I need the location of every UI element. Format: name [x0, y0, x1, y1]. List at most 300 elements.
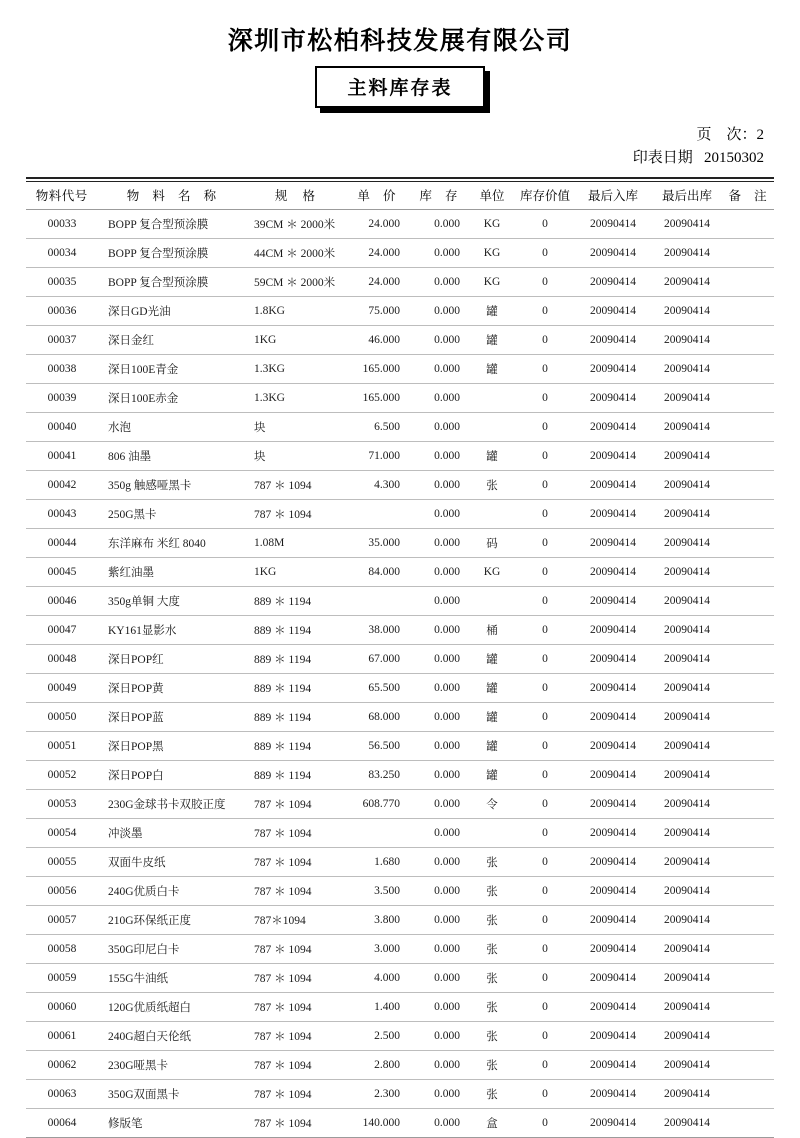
specification-cell: 787 ＊ 1094 [250, 818, 346, 847]
specification-cell: 块 [250, 441, 346, 470]
unit-cell [470, 383, 514, 412]
material-code-cell: 00038 [26, 354, 98, 383]
material-name-cell: 210G环保纸正度 [98, 905, 250, 934]
stock-value-cell: 0 [514, 354, 576, 383]
last-in-date-cell: 20090414 [576, 789, 650, 818]
unit-price-cell: 67.000 [346, 644, 412, 673]
specification-cell: 787 ＊ 1094 [250, 876, 346, 905]
last-out-date-cell: 20090414 [650, 267, 724, 296]
material-name-cell: KY161显影水 [98, 615, 250, 644]
specification-cell: 889 ＊ 1194 [250, 760, 346, 789]
note-cell [724, 528, 774, 557]
stock-quantity-cell: 0.000 [412, 499, 470, 528]
note-cell [724, 673, 774, 702]
unit-price-cell: 1.400 [346, 992, 412, 1021]
unit-cell: 令 [470, 789, 514, 818]
specification-cell: 787 ＊ 1094 [250, 847, 346, 876]
material-name-cell: 230G金球书卡双胶正度 [98, 789, 250, 818]
table-row [26, 383, 774, 412]
table-row [26, 1108, 774, 1137]
stock-quantity-cell: 0.000 [412, 1021, 470, 1050]
note-cell [724, 586, 774, 615]
last-in-date-cell: 20090414 [576, 963, 650, 992]
specification-cell: 889 ＊ 1194 [250, 731, 346, 760]
material-code-cell: 00033 [26, 209, 98, 238]
note-cell [724, 354, 774, 383]
stock-quantity-cell: 0.000 [412, 934, 470, 963]
material-name-cell: 紫红油墨 [98, 557, 250, 586]
unit-price-cell: 24.000 [346, 267, 412, 296]
material-name-cell: 120G优质纸超白 [98, 992, 250, 1021]
material-code-cell: 00041 [26, 441, 98, 470]
specification-cell: 787 ＊ 1094 [250, 1079, 346, 1108]
note-cell [724, 1050, 774, 1079]
unit-price-cell: 1.680 [346, 847, 412, 876]
note-cell [724, 818, 774, 847]
table-row [26, 1079, 774, 1108]
last-out-date-cell: 20090414 [650, 383, 724, 412]
material-name-cell: 350G双面黑卡 [98, 1079, 250, 1108]
stock-value-cell: 0 [514, 673, 576, 702]
material-name-cell: 深日POP红 [98, 644, 250, 673]
material-name-cell: 深日POP黄 [98, 673, 250, 702]
unit-cell: 张 [470, 470, 514, 499]
stock-quantity-cell: 0.000 [412, 528, 470, 557]
stock-quantity-cell: 0.000 [412, 644, 470, 673]
material-name-cell: 深日POP黑 [98, 731, 250, 760]
stock-value-cell: 0 [514, 963, 576, 992]
unit-cell: 罐 [470, 702, 514, 731]
last-in-date-cell: 20090414 [576, 238, 650, 267]
unit-cell: KG [470, 238, 514, 267]
last-out-date-cell: 20090414 [650, 1079, 724, 1108]
stock-value-cell: 0 [514, 296, 576, 325]
note-cell [724, 963, 774, 992]
stock-quantity-cell: 0.000 [412, 470, 470, 499]
table-row [26, 644, 774, 673]
material-code-cell: 00035 [26, 267, 98, 296]
unit-cell: 罐 [470, 354, 514, 383]
material-name-cell: 深日100E赤金 [98, 383, 250, 412]
table-row [26, 876, 774, 905]
last-in-date-cell: 20090414 [576, 441, 650, 470]
material-code-cell: 00057 [26, 905, 98, 934]
material-code-cell: 00062 [26, 1050, 98, 1079]
last-in-date-cell: 20090414 [576, 760, 650, 789]
note-cell [724, 847, 774, 876]
last-in-date-cell: 20090414 [576, 412, 650, 441]
note-cell [724, 1108, 774, 1137]
table-row [26, 325, 774, 354]
page-number-line [0, 124, 764, 147]
material-name-cell: 240G超白天伦纸 [98, 1021, 250, 1050]
note-cell [724, 412, 774, 441]
specification-cell: 889 ＊ 1194 [250, 644, 346, 673]
note-cell [724, 934, 774, 963]
material-code-cell: 00053 [26, 789, 98, 818]
material-name-cell: 250G黑卡 [98, 499, 250, 528]
material-name-cell: BOPP 复合型预涂膜 [98, 267, 250, 296]
unit-price-cell [346, 499, 412, 528]
stock-quantity-cell: 0.000 [412, 992, 470, 1021]
material-code-cell: 00061 [26, 1021, 98, 1050]
last-in-date-cell: 20090414 [576, 818, 650, 847]
column-header-note: 备 注 [724, 181, 774, 209]
last-out-date-cell: 20090414 [650, 644, 724, 673]
last-in-date-cell: 20090414 [576, 876, 650, 905]
note-cell [724, 905, 774, 934]
table-row [26, 963, 774, 992]
unit-price-cell: 3.000 [346, 934, 412, 963]
table-row [26, 354, 774, 383]
note-cell [724, 615, 774, 644]
stock-quantity-cell: 0.000 [412, 731, 470, 760]
table-row [26, 1021, 774, 1050]
specification-cell: 1.8KG [250, 296, 346, 325]
last-in-date-cell: 20090414 [576, 1021, 650, 1050]
material-code-cell: 00047 [26, 615, 98, 644]
material-code-cell: 00055 [26, 847, 98, 876]
column-header-value: 库存价值 [514, 181, 576, 209]
stock-quantity-cell: 0.000 [412, 876, 470, 905]
stock-quantity-cell: 0.000 [412, 847, 470, 876]
stock-quantity-cell: 0.000 [412, 209, 470, 238]
stock-quantity-cell: 0.000 [412, 760, 470, 789]
last-out-date-cell: 20090414 [650, 905, 724, 934]
print-date-label: 印表日期 [632, 150, 693, 167]
stock-quantity-cell: 0.000 [412, 1050, 470, 1079]
document-header [0, 0, 800, 108]
unit-cell: KG [470, 267, 514, 296]
note-cell [724, 499, 774, 528]
table-header-row [26, 181, 774, 209]
note-cell [724, 789, 774, 818]
stock-quantity-cell: 0.000 [412, 325, 470, 354]
unit-cell: 盒 [470, 1108, 514, 1137]
unit-price-cell: 2.500 [346, 1021, 412, 1050]
stock-quantity-cell: 0.000 [412, 586, 470, 615]
specification-cell: 59CM ＊ 2000米 [250, 267, 346, 296]
specification-cell: 787 ＊ 1094 [250, 992, 346, 1021]
stock-value-cell: 0 [514, 238, 576, 267]
unit-price-cell: 35.000 [346, 528, 412, 557]
unit-price-cell: 4.300 [346, 470, 412, 499]
specification-cell: 787 ＊ 1094 [250, 1108, 346, 1137]
material-code-cell: 00060 [26, 992, 98, 1021]
table-row [26, 702, 774, 731]
note-cell [724, 296, 774, 325]
stock-value-cell: 0 [514, 499, 576, 528]
stock-quantity-cell: 0.000 [412, 789, 470, 818]
report-title-box: 主料库存表 [315, 66, 484, 108]
last-out-date-cell: 20090414 [650, 586, 724, 615]
unit-cell: 罐 [470, 760, 514, 789]
material-code-cell: 00050 [26, 702, 98, 731]
last-in-date-cell: 20090414 [576, 1050, 650, 1079]
last-out-date-cell: 20090414 [650, 557, 724, 586]
last-out-date-cell: 20090414 [650, 673, 724, 702]
column-header-last-out: 最后出库 [650, 181, 724, 209]
stock-value-cell: 0 [514, 644, 576, 673]
table-row [26, 296, 774, 325]
material-name-cell: 240G优质白卡 [98, 876, 250, 905]
unit-price-cell: 165.000 [346, 383, 412, 412]
note-cell [724, 760, 774, 789]
note-cell [724, 325, 774, 354]
last-out-date-cell: 20090414 [650, 731, 724, 760]
stock-quantity-cell: 0.000 [412, 1079, 470, 1108]
column-header-stock: 库 存 [412, 181, 470, 209]
stock-quantity-cell: 0.000 [412, 238, 470, 267]
last-in-date-cell: 20090414 [576, 992, 650, 1021]
note-cell [724, 441, 774, 470]
specification-cell: 1KG [250, 557, 346, 586]
table-row [26, 615, 774, 644]
unit-price-cell: 2.300 [346, 1079, 412, 1108]
unit-cell: 张 [470, 1079, 514, 1108]
table-row [26, 441, 774, 470]
report-title-wrapper [0, 66, 800, 108]
last-out-date-cell: 20090414 [650, 528, 724, 557]
note-cell [724, 1079, 774, 1108]
last-out-date-cell: 20090414 [650, 1050, 724, 1079]
material-name-cell: 350g单铜 大度 [98, 586, 250, 615]
material-name-cell: 155G牛油纸 [98, 963, 250, 992]
stock-value-cell: 0 [514, 557, 576, 586]
table-row [26, 905, 774, 934]
stock-quantity-cell: 0.000 [412, 818, 470, 847]
unit-price-cell: 65.500 [346, 673, 412, 702]
material-code-cell: 00034 [26, 238, 98, 267]
last-in-date-cell: 20090414 [576, 325, 650, 354]
unit-cell: 张 [470, 905, 514, 934]
last-in-date-cell: 20090414 [576, 470, 650, 499]
unit-price-cell: 56.500 [346, 731, 412, 760]
material-code-cell: 00037 [26, 325, 98, 354]
table-row [26, 760, 774, 789]
note-cell [724, 644, 774, 673]
column-header-price: 单 价 [346, 181, 412, 209]
note-cell [724, 209, 774, 238]
material-name-cell: 冲淡墨 [98, 818, 250, 847]
note-cell [724, 238, 774, 267]
last-out-date-cell: 20090414 [650, 412, 724, 441]
last-out-date-cell: 20090414 [650, 702, 724, 731]
stock-value-cell: 0 [514, 1079, 576, 1108]
unit-price-cell: 38.000 [346, 615, 412, 644]
stock-quantity-cell: 0.000 [412, 441, 470, 470]
table-row [26, 209, 774, 238]
stock-quantity-cell: 0.000 [412, 615, 470, 644]
stock-value-cell: 0 [514, 760, 576, 789]
stock-value-cell: 0 [514, 731, 576, 760]
stock-quantity-cell: 0.000 [412, 557, 470, 586]
table-row [26, 412, 774, 441]
unit-price-cell: 46.000 [346, 325, 412, 354]
stock-value-cell: 0 [514, 441, 576, 470]
note-cell [724, 876, 774, 905]
specification-cell: 787＊1094 [250, 905, 346, 934]
specification-cell: 787 ＊ 1094 [250, 1050, 346, 1079]
table-body [26, 209, 774, 1137]
stock-value-cell: 0 [514, 470, 576, 499]
column-header-unit: 单位 [470, 181, 514, 209]
table-row [26, 267, 774, 296]
material-name-cell: 230G哑黑卡 [98, 1050, 250, 1079]
inventory-table-wrapper [26, 177, 774, 1138]
material-code-cell: 00040 [26, 412, 98, 441]
material-code-cell: 00063 [26, 1079, 98, 1108]
stock-value-cell: 0 [514, 412, 576, 441]
last-out-date-cell: 20090414 [650, 992, 724, 1021]
last-in-date-cell: 20090414 [576, 267, 650, 296]
material-name-cell: BOPP 复合型预涂膜 [98, 209, 250, 238]
stock-quantity-cell: 0.000 [412, 412, 470, 441]
note-cell [724, 1021, 774, 1050]
last-out-date-cell: 20090414 [650, 1021, 724, 1050]
last-out-date-cell: 20090414 [650, 325, 724, 354]
last-in-date-cell: 20090414 [576, 383, 650, 412]
specification-cell: 1.08M [250, 528, 346, 557]
table-row [26, 557, 774, 586]
stock-value-cell: 0 [514, 209, 576, 238]
stock-quantity-cell: 0.000 [412, 267, 470, 296]
material-name-cell: 350G印尼白卡 [98, 934, 250, 963]
unit-cell: 张 [470, 934, 514, 963]
column-header-name: 物 料 名 称 [98, 181, 250, 209]
stock-value-cell: 0 [514, 383, 576, 412]
material-name-cell: 350g 触感哑黑卡 [98, 470, 250, 499]
unit-price-cell: 6.500 [346, 412, 412, 441]
unit-price-cell [346, 818, 412, 847]
note-cell [724, 383, 774, 412]
last-in-date-cell: 20090414 [576, 644, 650, 673]
stock-value-cell: 0 [514, 992, 576, 1021]
specification-cell: 1KG [250, 325, 346, 354]
material-code-cell: 00058 [26, 934, 98, 963]
last-in-date-cell: 20090414 [576, 586, 650, 615]
unit-cell: 罐 [470, 325, 514, 354]
material-name-cell: 修版笔 [98, 1108, 250, 1137]
table-row [26, 528, 774, 557]
specification-cell: 787 ＊ 1094 [250, 470, 346, 499]
material-code-cell: 00043 [26, 499, 98, 528]
material-code-cell: 00054 [26, 818, 98, 847]
unit-cell: KG [470, 557, 514, 586]
last-out-date-cell: 20090414 [650, 238, 724, 267]
table-row [26, 934, 774, 963]
unit-cell [470, 499, 514, 528]
material-code-cell: 00064 [26, 1108, 98, 1137]
table-row [26, 992, 774, 1021]
material-name-cell: 深日金红 [98, 325, 250, 354]
page-label: 页 次： [696, 127, 757, 143]
material-name-cell: 东洋麻布 米红 8040 [98, 528, 250, 557]
stock-value-cell: 0 [514, 1108, 576, 1137]
table-row [26, 731, 774, 760]
material-code-cell: 00044 [26, 528, 98, 557]
specification-cell: 块 [250, 412, 346, 441]
last-in-date-cell: 20090414 [576, 731, 650, 760]
stock-value-cell: 0 [514, 818, 576, 847]
table-row [26, 673, 774, 702]
last-in-date-cell: 20090414 [576, 528, 650, 557]
unit-cell: KG [470, 209, 514, 238]
last-in-date-cell: 20090414 [576, 296, 650, 325]
unit-cell: 罐 [470, 673, 514, 702]
stock-quantity-cell: 0.000 [412, 702, 470, 731]
last-in-date-cell: 20090414 [576, 499, 650, 528]
last-out-date-cell: 20090414 [650, 760, 724, 789]
unit-price-cell: 24.000 [346, 238, 412, 267]
unit-price-cell: 608.770 [346, 789, 412, 818]
last-in-date-cell: 20090414 [576, 847, 650, 876]
print-date-value: 20150302 [704, 150, 764, 167]
unit-cell: 罐 [470, 644, 514, 673]
stock-value-cell: 0 [514, 905, 576, 934]
last-in-date-cell: 20090414 [576, 209, 650, 238]
stock-value-cell: 0 [514, 615, 576, 644]
specification-cell: 787 ＊ 1094 [250, 1021, 346, 1050]
specification-cell: 889 ＊ 1194 [250, 586, 346, 615]
unit-price-cell: 140.000 [346, 1108, 412, 1137]
material-code-cell: 00052 [26, 760, 98, 789]
material-code-cell: 00042 [26, 470, 98, 499]
stock-value-cell: 0 [514, 325, 576, 354]
stock-value-cell: 0 [514, 702, 576, 731]
last-out-date-cell: 20090414 [650, 963, 724, 992]
note-cell [724, 557, 774, 586]
material-name-cell: 水泡 [98, 412, 250, 441]
stock-value-cell: 0 [514, 1021, 576, 1050]
material-code-cell: 00048 [26, 644, 98, 673]
material-code-cell: 00049 [26, 673, 98, 702]
last-out-date-cell: 20090414 [650, 499, 724, 528]
unit-price-cell: 2.800 [346, 1050, 412, 1079]
last-in-date-cell: 20090414 [576, 354, 650, 383]
specification-cell: 787 ＊ 1094 [250, 934, 346, 963]
specification-cell: 39CM ＊ 2000米 [250, 209, 346, 238]
unit-cell [470, 412, 514, 441]
stock-value-cell: 0 [514, 934, 576, 963]
material-code-cell: 00056 [26, 876, 98, 905]
last-out-date-cell: 20090414 [650, 354, 724, 383]
material-name-cell: BOPP 复合型预涂膜 [98, 238, 250, 267]
last-out-date-cell: 20090414 [650, 296, 724, 325]
material-code-cell: 00036 [26, 296, 98, 325]
last-in-date-cell: 20090414 [576, 934, 650, 963]
table-row [26, 470, 774, 499]
unit-price-cell: 3.500 [346, 876, 412, 905]
material-code-cell: 00045 [26, 557, 98, 586]
company-title: 深圳市松柏科技发展有限公司 [227, 26, 573, 55]
material-name-cell: 深日GD光油 [98, 296, 250, 325]
table-row [26, 586, 774, 615]
unit-cell [470, 818, 514, 847]
stock-quantity-cell: 0.000 [412, 383, 470, 412]
inventory-table [26, 177, 774, 1138]
unit-cell: 罐 [470, 441, 514, 470]
stock-quantity-cell: 0.000 [412, 1108, 470, 1137]
table-row [26, 789, 774, 818]
table-row [26, 1050, 774, 1079]
stock-value-cell: 0 [514, 789, 576, 818]
material-name-cell: 深日POP蓝 [98, 702, 250, 731]
stock-quantity-cell: 0.000 [412, 673, 470, 702]
last-out-date-cell: 20090414 [650, 209, 724, 238]
last-out-date-cell: 20090414 [650, 934, 724, 963]
column-header-spec: 规 格 [250, 181, 346, 209]
